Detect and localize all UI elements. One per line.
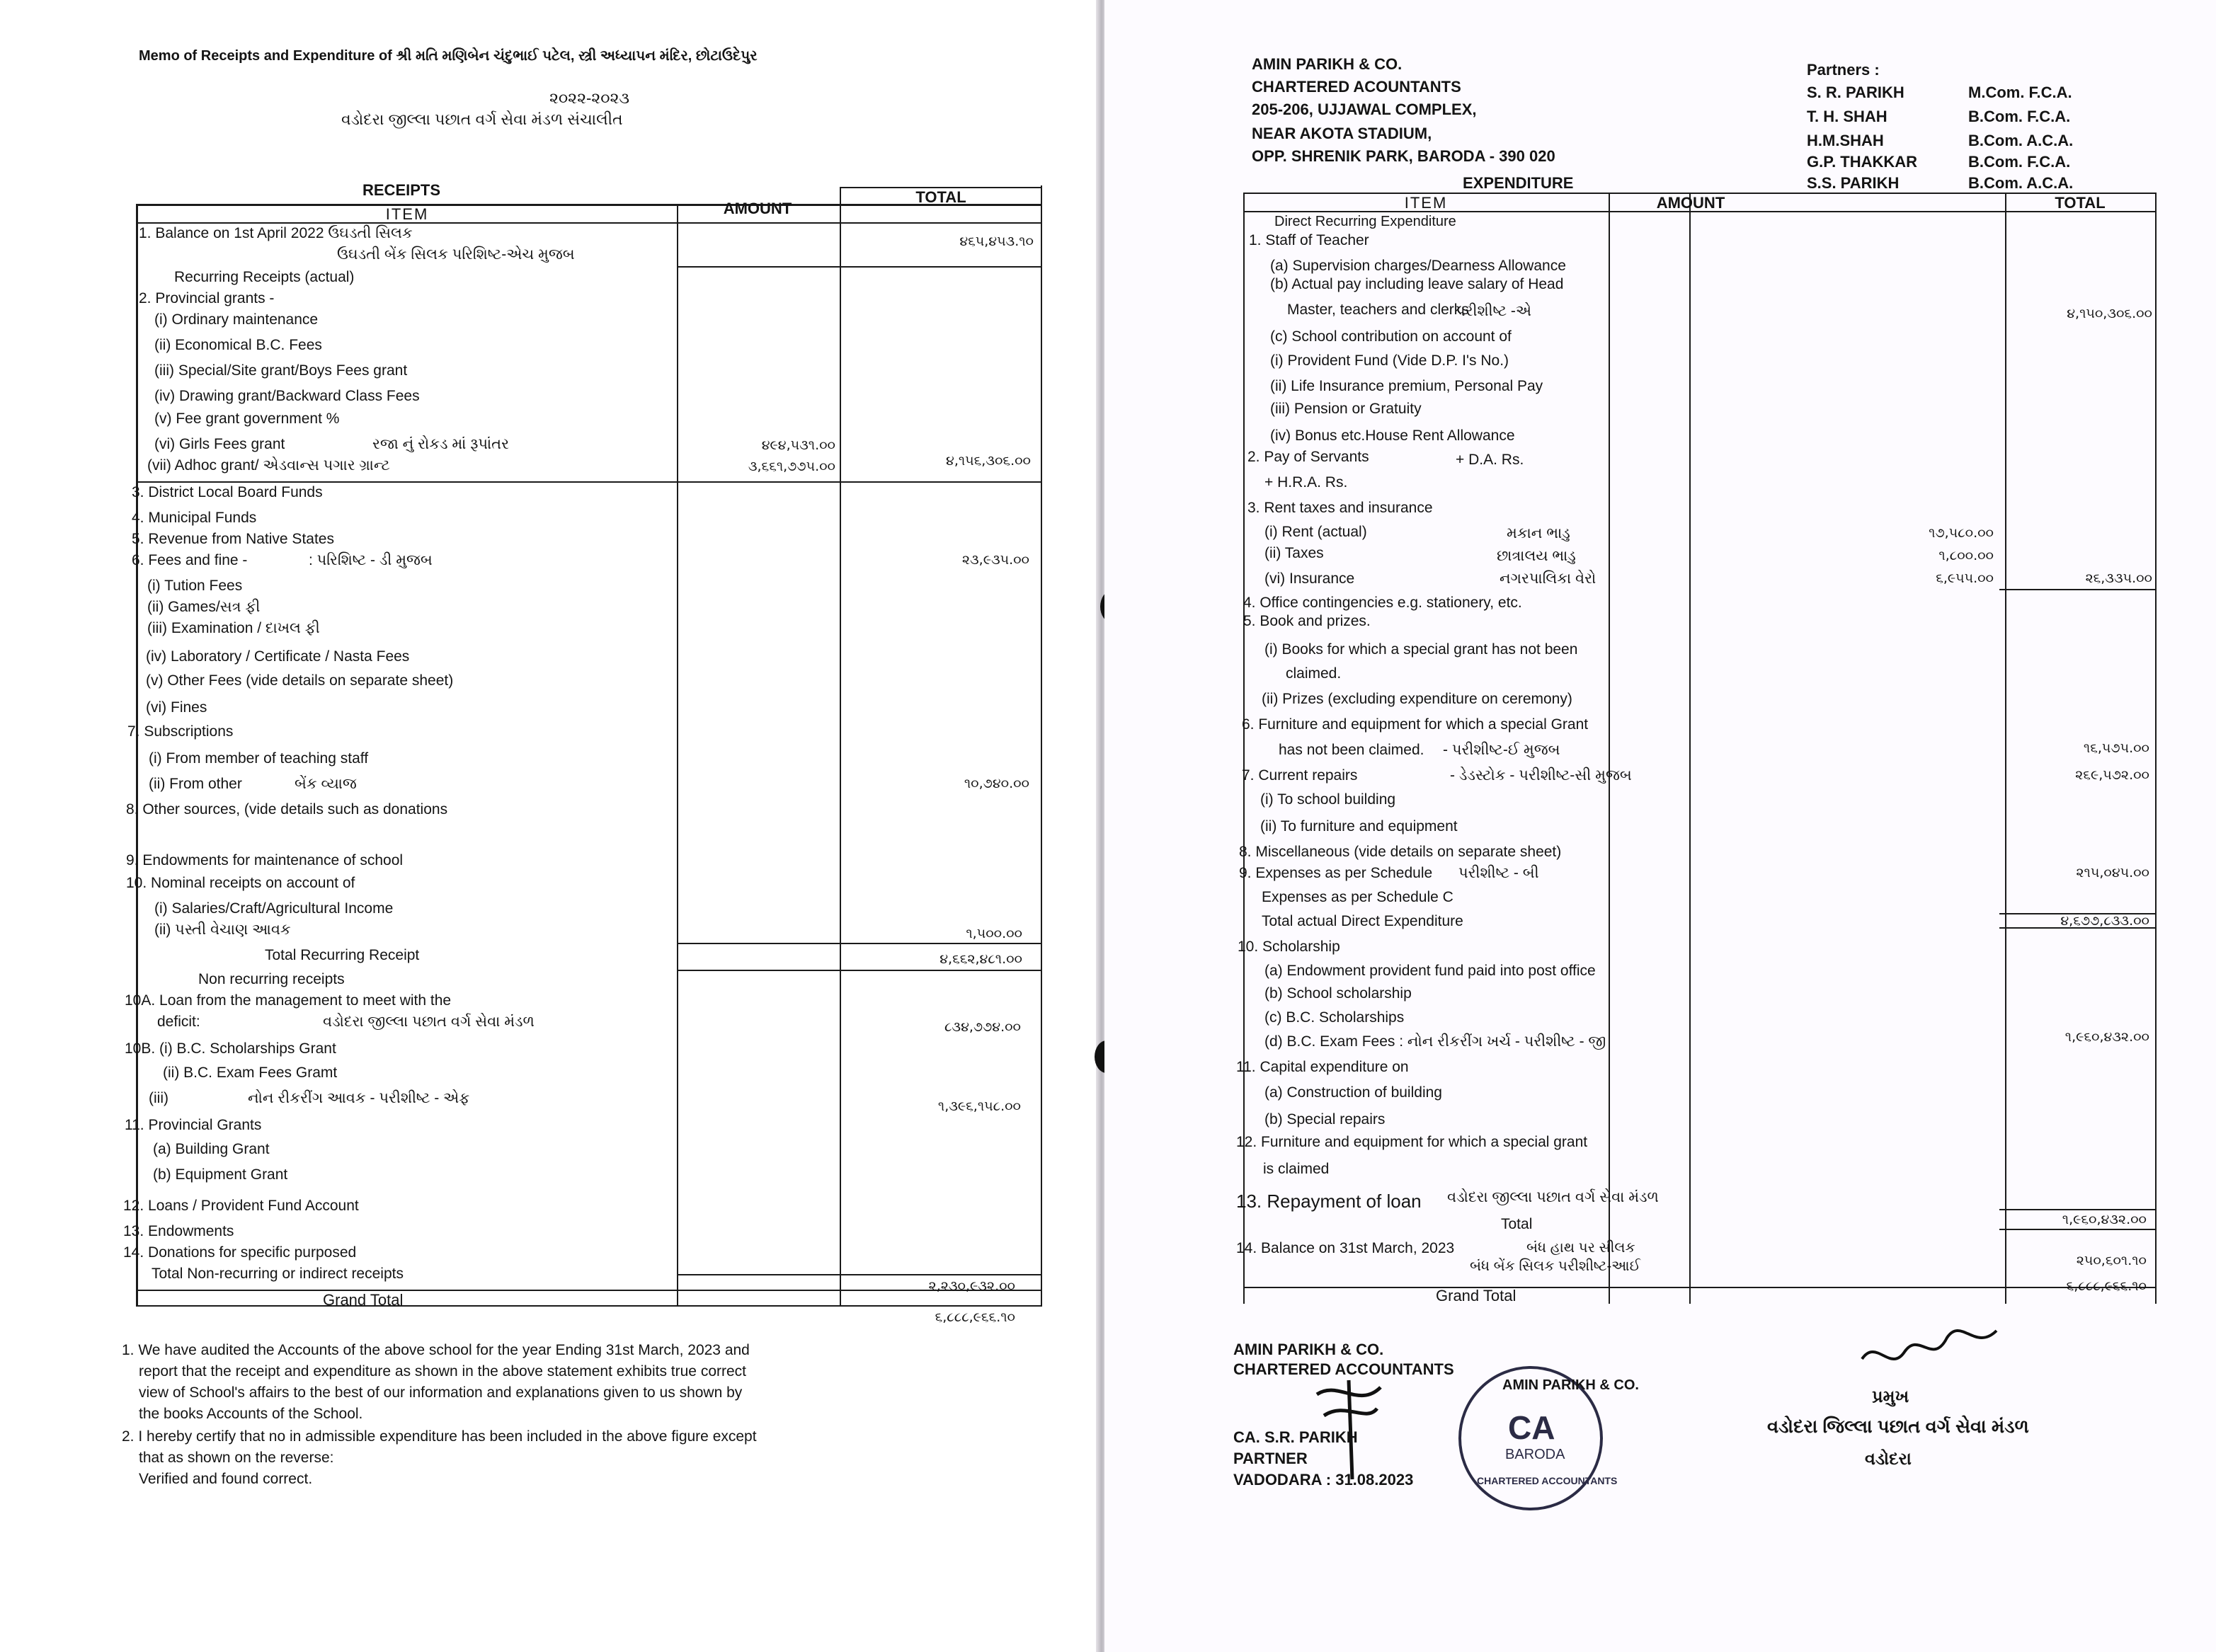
expense-item: is claimed [1263,1161,1330,1177]
col-header-total: TOTAL [915,188,966,206]
receipt-item: 9. Endowments for maintenance of school [126,852,404,868]
total-value: ૨૫૦,૬૦૧.૧૦ [2076,1253,2147,1268]
receipt-item: (ii) Games/સત્ર ફી [147,599,261,615]
left-page [0,0,1099,1652]
partner-qualification: B.Com. A.C.A. [1968,174,2074,192]
receipt-item: (vi) Fines [146,699,207,716]
receipt-item: 5. Revenue from Native States [132,531,334,547]
receipt-item: (iv) Laboratory / Certificate / Nasta Fees [146,648,410,665]
expense-item: 6. Furniture and equipment for which a special Grant [1242,716,1589,733]
receipt-item: (a) Building Grant [153,1141,270,1157]
expense-item: (c) B.C. Scholarships [1264,1009,1405,1026]
receipt-item: 14. Donations for specific purposed [123,1244,357,1261]
total-value: ૪,૧૫૦,૩૦૬.૦૦ [2067,306,2152,321]
expense-item: 8. Miscellaneous (vide details on separate sheet) [1239,844,1562,860]
total-value: ૪,૧૫૬,૩૦૬.૦૦ [946,453,1031,469]
expense-item: છાત્રાલય ભાડુ [1497,548,1576,564]
receipt-item: (v) Fee grant government % [154,411,340,427]
receipt-item: વડોદરા જીલ્લા પછાત વર્ગ સેવા મંડળ [323,1014,535,1030]
expense-item: પરીશીષ્ટ - બી [1458,865,1539,881]
total-value: ૧૦,૭૪૦.૦૦ [964,776,1029,791]
table-border [677,943,1042,944]
table-border [136,204,138,1305]
total-value: ૧,૩૯૬,૧૫૮.૦૦ [937,1099,1021,1114]
col-header-amount: AMOUNT [723,200,792,217]
receipt-item: 8. Other sources, (vide details such as donations [126,801,448,818]
expense-item: નગરપાલિકા વેરો [1500,570,1597,587]
receipt-item: (i) From member of teaching staff [149,750,369,767]
amount-value: ૩,૬૬૧,૭૭૫.૦૦ [748,459,835,474]
total-value: ૨૬,૩૩૫.૦૦ [2085,570,2152,586]
amount-value: ૪૯૪,૫૩૧.૦૦ [761,437,835,453]
auditor-signature [1310,1373,1388,1486]
president-signature [1855,1309,2011,1387]
president-title: પ્રમુખ [1872,1387,1909,1406]
receipt-item: (vii) Adhoc grant/ એડવાન્સ પગાર ગ્રાન્ટ [147,457,390,474]
expense-item: (d) B.C. Exam Fees : નોન રીકરીંગ ખર્ચ - પરીશીષ્ટ - જી [1264,1033,1606,1050]
expense-item: 2. Pay of Servants [1247,449,1369,465]
table-border [1041,185,1042,1305]
receipt-item: (iii) Examination / દાખલ ફી [147,620,320,636]
partner-name: H.M.SHAH [1807,132,1884,149]
receipt-item: 4. Municipal Funds [132,510,257,526]
expense-item: 13. Repayment of loan [1236,1191,1422,1212]
expense-item: Total actual Direct Expenditure [1262,913,1463,929]
memo-subtitle: વડોદરા જીલ્લા પછાત વર્ગ સેવા મંડળ સંચાલીત [341,110,623,128]
total-value: ૮૩૪,૭૭૪.૦૦ [944,1019,1021,1035]
total-value: ૧,૫૦૦.૦૦ [966,926,1022,941]
partner-qualification: M.Com. F.C.A. [1968,84,2072,101]
receipt-item: (i) Ordinary maintenance [154,311,319,328]
expense-item: Total [1501,1216,1533,1232]
receipts-heading: RECEIPTS [362,181,441,199]
expense-item: (vi) Insurance [1264,570,1355,587]
receipt-item: બેંક વ્યાજ [295,776,357,792]
expense-item: (a) Endowment provident fund paid into post office [1264,963,1596,979]
amount-value: ૧૭,૫૮૦.૦૦ [1929,525,1994,541]
total-value: ૨૩,૯૩૫.૦૦ [961,552,1029,568]
table-border [677,266,1042,268]
firm-line: OPP. SHRENIK PARK, BARODA - 390 020 [1252,147,1555,165]
receipt-item: (ii) B.C. Exam Fees Gramt [163,1065,338,1081]
audit-note: Verified and found correct. [139,1471,313,1487]
stamp-bottom-text: CHARTERED ACCOUNTANTS [1477,1475,1618,1486]
expense-item: (ii) Prizes (excluding expenditure on ceremony) [1262,691,1572,707]
table-border [2005,193,2006,1304]
receipt-item: (vi) Girls Fees grant [154,436,285,452]
table-border [677,970,1042,971]
expense-item: (b) Special repairs [1264,1111,1386,1128]
expense-item: વડોદરા જીલ્લા પછાત વર્ગ સેવા મંડળ [1447,1189,1659,1205]
receipt-item: (ii) From other [149,776,242,792]
firm-line: AMIN PARIKH & CO. [1252,55,1403,73]
partner-name: S.S. PARIKH [1807,174,1900,192]
expense-item: 4. Office contingencies e.g. stationery, etc. [1243,595,1522,611]
expense-item: 12. Furniture and equipment for which a special grant [1236,1134,1588,1150]
table-border [677,204,678,1305]
expense-item: (iv) Bonus etc.House Rent Allowance [1270,428,1515,444]
signoff-line: VADODARA : 31.08.2023 [1233,1471,1414,1488]
expense-item: (i) Books for which a special grant has not been [1264,641,1578,658]
expense-item: - પરીશીષ્ટ-ઈ મુજબ [1443,742,1560,758]
total-value: ૪,૬૭૭,૮૩૩.૦૦ [2060,913,2149,929]
total-value: ૪,૬૬૨,૪૮૧.૦૦ [939,951,1022,967]
stamp-mark: CA [1508,1409,1555,1446]
expense-item: (ii) Life Insurance premium, Personal Pay [1270,378,1543,394]
receipt-item: 10A. Loan from the management to meet with the [125,992,452,1009]
receipt-item: (iii) Special/Site grant/Boys Fees grant [154,362,408,379]
partner-qualification: B.Com. A.C.A. [1968,132,2074,149]
expense-item: Master, teachers and clerks [1287,302,1469,318]
expense-item: (b) Actual pay including leave salary of Head [1270,276,1564,292]
expense-item: 14. Balance on 31st March, 2023 [1236,1240,1455,1256]
partners-label: Partners : [1807,61,1880,79]
total-value: ૨,૨૩૦,૯૩૨.૦૦ [928,1278,1015,1294]
table-border [840,187,841,1305]
expense-item: has not been claimed. [1279,742,1424,758]
expense-item: 1. Staff of Teacher [1249,232,1369,248]
grand-total-value: ૬,૮૮૮,૯૬૬.૧૦ [2066,1278,2147,1294]
table-border [2155,193,2157,1304]
total-value: ૧૬,૫૭૫.૦૦ [2083,740,2149,756]
partner-name: T. H. SHAH [1807,108,1887,125]
receipt-item: Recurring Receipts (actual) [174,269,355,285]
memo-title: Memo of Receipts and Expenditure of શ્રી મતિ મણિબેન ચંદુભાઈ પટેલ, સ્ત્રી અધ્યાપન મંદિર, છોટાઉદેપુર [139,48,758,64]
memo-year: ૨૦૨૨-૨૦૨૩ [549,89,630,107]
expense-item: મકાન ભાડુ [1507,525,1570,541]
expense-item: 3. Rent taxes and insurance [1247,500,1433,516]
expense-item: Direct Recurring Expenditure [1274,214,1456,229]
expense-item: Expenses as per Schedule C [1262,889,1453,905]
expense-item: - ડેડસ્ટોક - પરીશીષ્ટ-સી મુજબ [1450,767,1632,784]
receipt-item: (iii) [149,1090,169,1106]
audit-note: the books Accounts of the School. [139,1406,363,1422]
receipt-item: (i) Tution Fees [147,578,243,594]
expense-item: (ii) To furniture and equipment [1260,818,1458,834]
table-border [677,1274,1042,1275]
expense-item: 5. Book and prizes. [1243,613,1371,629]
receipt-item: 12. Loans / Provident Fund Account [123,1198,359,1214]
receipt-item: (v) Other Fees (vide details on separate sheet) [146,672,454,689]
expense-item: પરીશીષ્ટ -એ [1456,303,1532,319]
receipt-item: deficit: [157,1014,200,1030]
receipt-item: 6. Fees and fine - [132,552,248,568]
expense-item: claimed. [1286,665,1342,682]
expense-item: 10. Scholarship [1238,939,1340,955]
president-city: વડોદરા [1865,1450,1912,1469]
partner-qualification: B.Com. F.C.A. [1968,108,2071,125]
receipt-item: 10. Nominal receipts on account of [126,875,355,891]
expense-item: 9. Expenses as per Schedule [1239,865,1433,881]
expense-item: (i) Rent (actual) [1264,524,1367,540]
receipt-item: 1. Balance on 1st April 2022 ઉઘડતી સિલક [139,225,413,241]
stamp-top-text: AMIN PARIKH & CO. [1502,1377,1639,1393]
table-border [1999,1229,2157,1230]
total-value: ૧,૯૬૦,૪૩૨.૦૦ [2062,1212,2147,1227]
receipt-item: Total Non-recurring or indirect receipts [152,1266,404,1282]
firm-line: NEAR AKOTA STADIUM, [1252,125,1432,142]
col-header-item: ITEM [1404,194,1448,212]
expense-item: (a) Supervision charges/Dearness Allowance [1270,258,1566,274]
firm-line: 205-206, UJJAWAL COMPLEX, [1252,101,1477,118]
receipt-item: (iv) Drawing grant/Backward Class Fees [154,388,420,404]
total-value: ૪૬૫,૪૫૩.૧૦ [959,234,1034,249]
expense-item: (i) To school building [1260,791,1396,808]
expense-item: (a) Construction of building [1264,1084,1442,1101]
table-border [136,481,1042,483]
audit-note: 2. I hereby certify that no in admissible expenditure has been included in the above figure except [122,1428,757,1445]
receipt-item: 11. Provincial Grants [125,1117,262,1133]
col-header-total: TOTAL [2055,194,2106,212]
col-header-item: ITEM [385,205,429,223]
receipt-item: (b) Equipment Grant [153,1166,288,1183]
audit-note: report that the receipt and expenditure as shown in the above statement exhibits true correct [139,1363,746,1379]
expense-item: 11. Capital expenditure on [1236,1059,1409,1075]
receipt-item: Non recurring receipts [198,971,345,987]
receipt-item: 2. Provincial grants - [139,290,275,306]
firm-line: CHARTERED ACOUNTANTS [1252,78,1461,96]
table-border [1999,589,2155,590]
expense-item: (c) School contribution on account of [1270,328,1512,345]
receipt-item: (ii) પસ્તી વેચાણ આવક [154,922,291,938]
president-org: વડોદરા જિલ્લા પછાત વર્ગ સેવા મંડળ [1767,1416,2029,1437]
table-border [1689,193,1691,1304]
audit-note: that as shown on the reverse: [139,1450,334,1466]
amount-value: ૬,૯૫૫.૦૦ [1936,570,1994,586]
receipt-item: 7. Subscriptions [127,723,234,740]
partner-name: S. R. PARIKH [1807,84,1904,101]
receipt-item: ઉઘડતી બેંક સિલક પરિશિષ્ટ-એચ મુજબ [337,246,575,263]
receipt-item: રજા નું રોકડ માં રૂપાંતર [372,436,509,452]
receipt-item: 10B. (i) B.C. Scholarships Grant [125,1040,336,1057]
stamp-city: BARODA [1505,1447,1565,1462]
grand-total-label: Grand Total [323,1291,404,1309]
receipt-item: 3. District Local Board Funds [132,484,323,500]
receipt-item: (ii) Economical B.C. Fees [154,337,322,353]
audit-note: view of School's affairs to the best of our information and explanations given to us shown by [139,1384,743,1401]
right-page [1104,0,2216,1652]
expense-item: (ii) Taxes [1264,545,1324,561]
total-value: ૨૬૯,૫૭૨.૦૦ [2075,767,2149,783]
expense-item: 7. Current repairs [1242,767,1358,784]
table-border [1609,193,1610,1304]
amount-value: ૧,૮૦૦.૦૦ [1938,548,1994,563]
grand-total-value: ૬,૮૮૮,૯૬૬.૧૦ [935,1309,1015,1325]
partner-name: G.P. THAKKAR [1807,153,1918,171]
expense-item: + H.R.A. Rs. [1264,474,1348,491]
audit-note: 1. We have audited the Accounts of the above school for the year Ending 31st March, 2023 and [122,1342,750,1358]
expenditure-heading: EXPENDITURE [1463,174,1574,192]
col-header-amount: AMOUNT [1656,194,1725,212]
receipt-item: : પરિશિષ્ટ - ડી મુજબ [309,552,433,568]
expense-item: (i) Provident Fund (Vide D.P. I's No.) [1270,352,1509,369]
total-value: ૨૧૫,૦૪૫.૦૦ [2076,865,2149,881]
signoff-line: AMIN PARIKH & CO. [1233,1341,1384,1358]
auditor-stamp [1458,1366,1639,1510]
expense-item: (iii) Pension or Gratuity [1270,401,1422,417]
total-value: ૧,૯૬૦,૪૩૨.૦૦ [2064,1029,2149,1045]
table-border [136,1305,1042,1307]
receipt-item: Total Recurring Receipt [265,947,420,963]
expense-item: બંધ હાથ પર સીલક [1526,1240,1635,1256]
grand-total-label: Grand Total [1436,1287,1517,1304]
signoff-line: CA. S.R. PARIKH [1233,1428,1358,1446]
receipt-item: નોન રીકરીંગ આવક - પરીશીષ્ટ - એફ [248,1090,470,1106]
expense-item: (b) School scholarship [1264,985,1412,1002]
signoff-line: CHARTERED ACCOUNTANTS [1233,1360,1454,1378]
receipt-item: 13. Endowments [123,1223,234,1239]
partner-qualification: B.Com. F.C.A. [1968,153,2071,171]
expense-item: બંધ બેંક સિલક પરીશીષ્ટ-આઈ [1470,1258,1641,1274]
expense-item: + D.A. Rs. [1456,452,1524,468]
table-border [1999,1209,2157,1210]
receipt-item: (i) Salaries/Craft/Agricultural Income [154,900,394,917]
signoff-line: PARTNER [1233,1450,1308,1467]
